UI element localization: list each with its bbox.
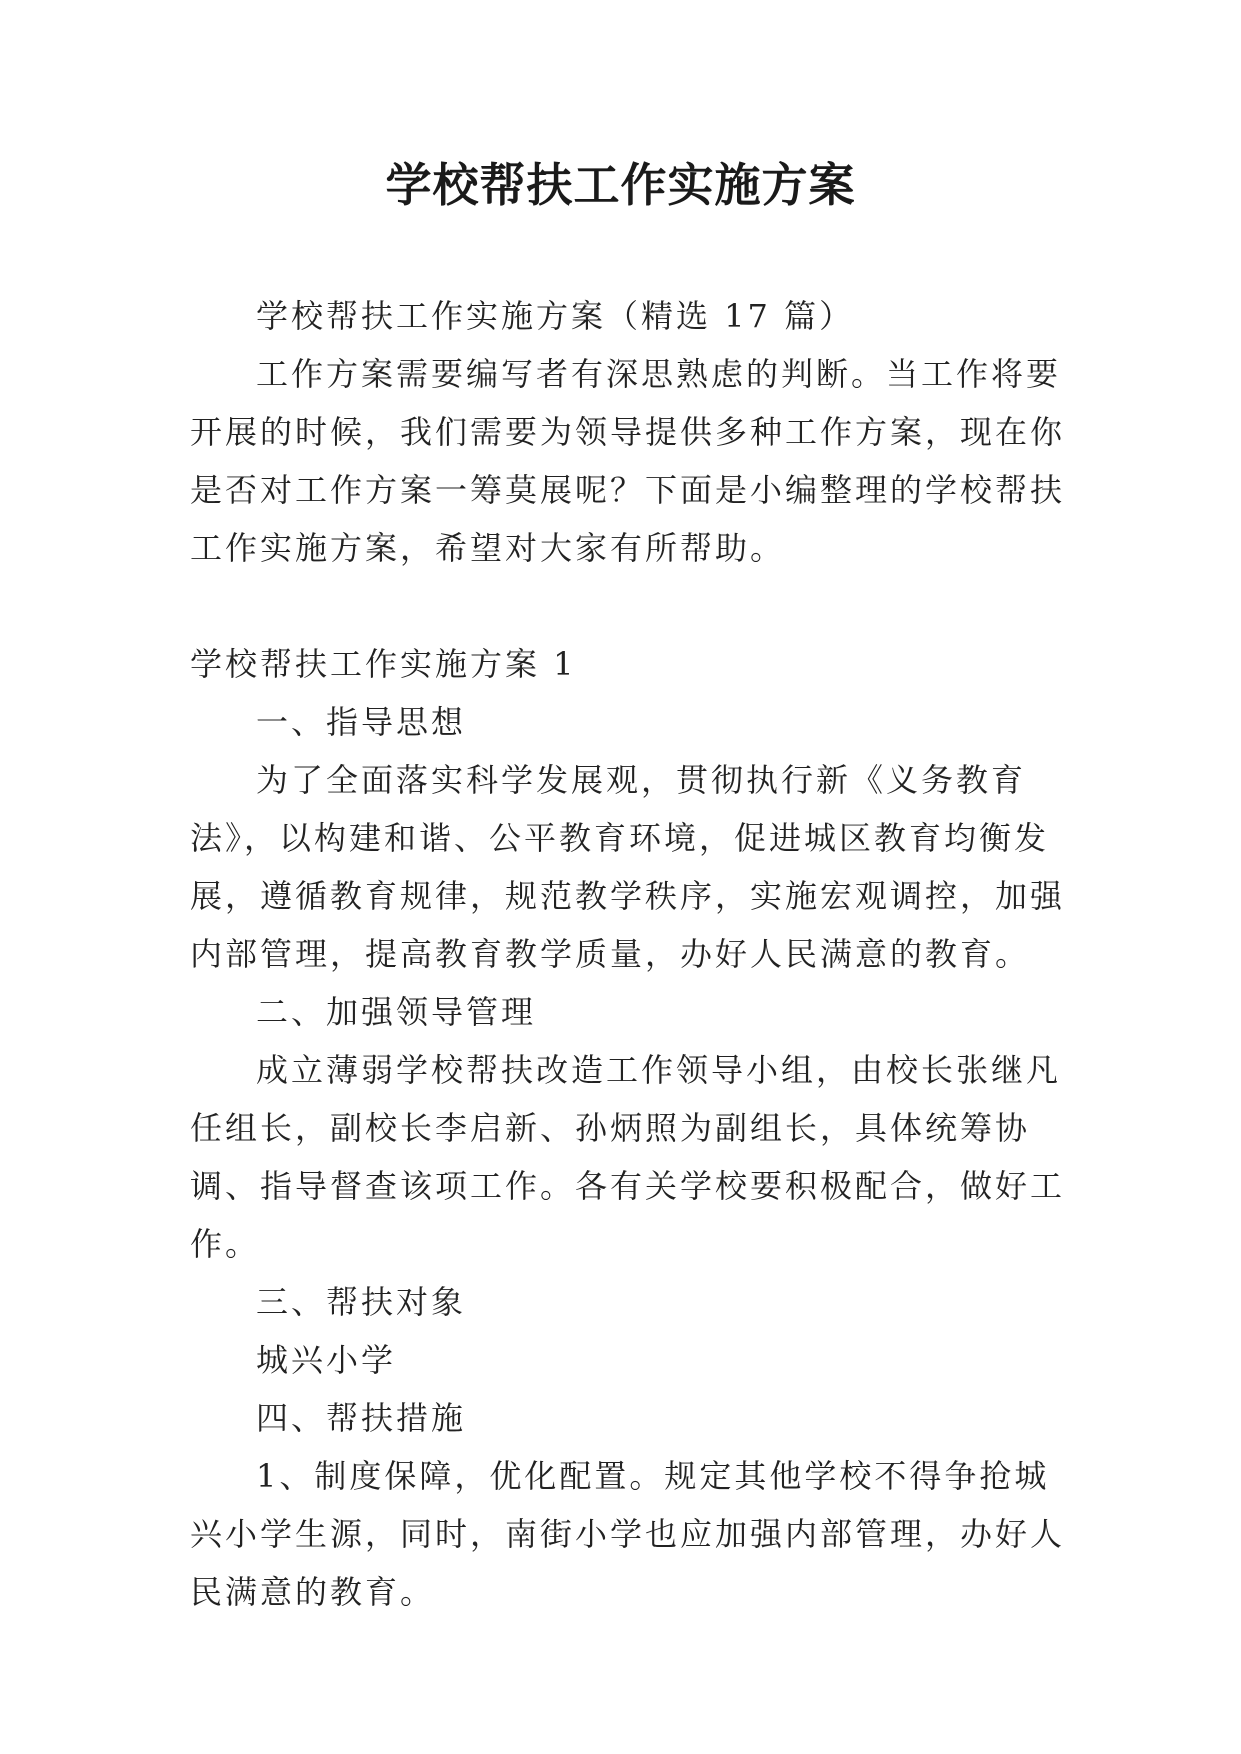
- section-spacer: [190, 577, 1070, 635]
- subtitle: 学校帮扶工作实施方案（精选 17 篇）: [256, 297, 855, 335]
- paragraph-target: 城兴小学: [256, 1341, 397, 1379]
- paragraph-measures: 1、制度保障，优化配置。规定其他学校不得争抢城兴小学生源，同时，南街小学也应加强内部管理，办好人民满意的教育。: [190, 1457, 1066, 1611]
- page-title: 学校帮扶工作实施方案: [385, 158, 856, 212]
- heading-target: 三、帮扶对象: [256, 1283, 467, 1321]
- paragraph-leadership: 成立薄弱学校帮扶改造工作领导小组，由校长张继凡任组长，副校长李启新、孙炳照为副组长，具体统筹协调、指导督查该项工作。各有关学校要积极配合，做好工作。: [190, 1051, 1066, 1263]
- section-heading: 学校帮扶工作实施方案 1: [190, 645, 577, 683]
- intro-paragraph: 工作方案需要编写者有深思熟虑的判断。当工作将要开展的时候，我们需要为领导提供多种工作方案，现在你是否对工作方案一筹莫展呢？下面是小编整理的学校帮扶工作实施方案，希望对大家有所帮助。: [190, 355, 1066, 567]
- heading-leadership: 二、加强领导管理: [256, 993, 537, 1031]
- document-body: [190, 287, 1070, 1621]
- heading-measures: 四、帮扶措施: [256, 1399, 467, 1437]
- paragraph-guiding-ideology: 为了全面落实科学发展观，贯彻执行新《义务教育法》，以构建和谐、公平教育环境，促进城区教育均衡发展，遵循教育规律，规范教学秩序，实施宏观调控，加强内部管理，提高教育教学质量，办好人民满意的教育。: [190, 761, 1066, 973]
- heading-guiding-ideology: 一、指导思想: [256, 703, 467, 741]
